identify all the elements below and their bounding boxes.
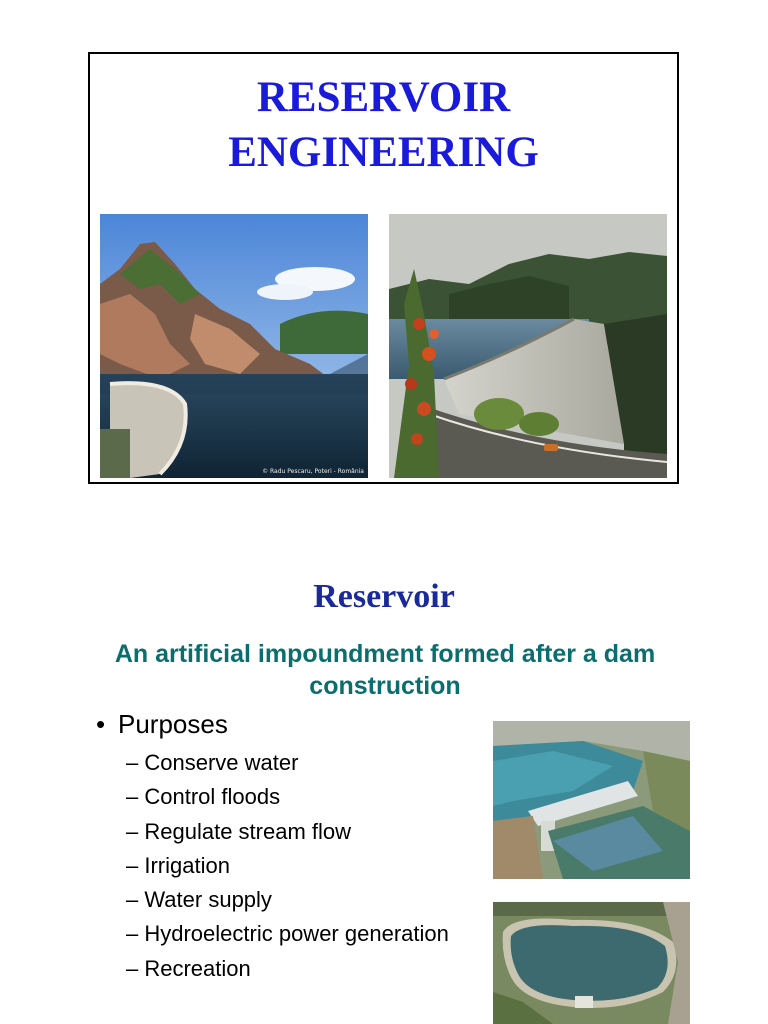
title-line-1: RESERVOIR: [256, 74, 511, 121]
spillway-aerial-photo: [493, 721, 690, 879]
section-title: Reservoir: [313, 578, 455, 615]
gravity-dam-photo: [389, 214, 667, 478]
arch-dam-photo: [100, 214, 368, 478]
purposes-bullet: [96, 709, 228, 740]
reservoir-aerial-photo: [493, 902, 690, 1024]
title-line-2: ENGINEERING: [228, 129, 539, 176]
photo-credit: © Radu Pescaru, Poteri - România: [262, 468, 364, 475]
slide-title: [90, 70, 677, 180]
list-item: – Conserve water: [126, 750, 299, 775]
list-item: – Water supply: [126, 887, 272, 913]
list-item: – Regulate stream flow: [126, 818, 352, 844]
bullet-icon: •: [96, 709, 106, 739]
list-item: – Recreation: [126, 955, 251, 981]
purposes-label: Purposes: [118, 709, 228, 739]
title-slide: [88, 52, 679, 484]
list-item: – Control floods: [126, 784, 281, 810]
definition-subtitle: An artificial impoundment formed after a dam construction: [114, 640, 656, 700]
list-item: – Irrigation: [126, 852, 230, 878]
list-item: – Hydroelectric power generation: [126, 921, 449, 947]
purposes-list: [126, 746, 449, 986]
